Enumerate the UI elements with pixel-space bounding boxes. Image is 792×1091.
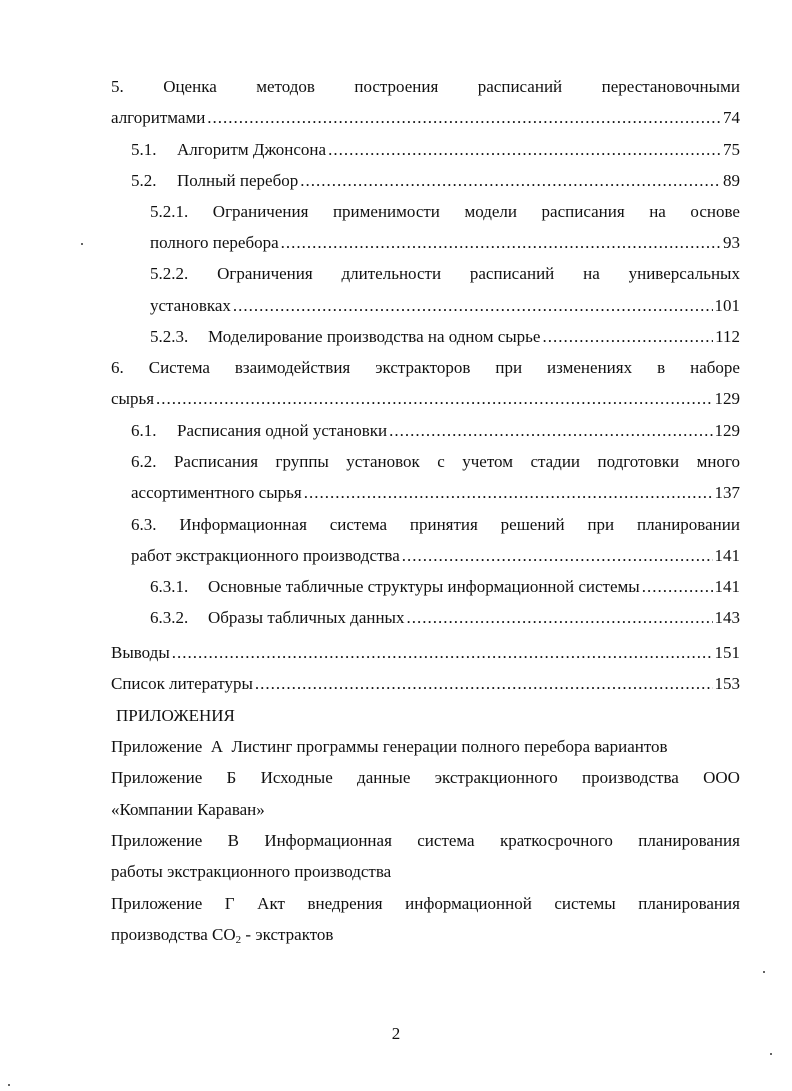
appendix-b-line2: «Компании Караван» xyxy=(111,800,265,819)
scan-speck xyxy=(770,1053,772,1055)
toc-entry-5-2-2-line1: 5.2.2. Ограничения длительности расписаний на универсальных xyxy=(150,264,740,283)
toc-entry-5-1: 5.1. Алгоритм Джонсона ..... 75 xyxy=(131,139,740,161)
toc-entry-6-2-line2: ассортиментного сырья ..... 137 xyxy=(131,482,740,504)
toc-entry-5-number: 5. xyxy=(111,77,124,96)
toc-entry-6-3-line2: работ экстракционного производства ..... 141 xyxy=(131,545,740,567)
toc-entry-5-2-1-line1: 5.2.1. Ограничения применимости модели расписания на основе xyxy=(150,202,740,221)
appendix-v-line2: работы экстракционного производства xyxy=(111,862,392,881)
toc-entry-5-2-3: 5.2.3. Моделирование производства на одном сырье ..... 112 xyxy=(150,326,740,348)
toc-entry-5-line1: 5. Оценка методов построения расписаний перестановочными xyxy=(111,77,740,96)
toc-entry-5-line2: алгоритмами ..... 74 xyxy=(111,107,740,129)
scan-speck xyxy=(8,1084,10,1086)
appendix-g-line2: производства $CO_2$ - экстрактов xyxy=(111,925,334,946)
toc-entry-references: Список литературы ..... 153 xyxy=(111,673,740,695)
appendix-g-line1: Приложение Г Акт внедрения информационной системы планирования xyxy=(111,894,740,913)
scan-speck xyxy=(763,971,765,973)
appendix-b-line1: Приложение Б Исходные данные экстракционного производства ООО xyxy=(111,768,740,787)
toc-entry-6-3-2: 6.3.2. Образы табличных данных ..... 143 xyxy=(150,607,740,629)
page-number: 2 xyxy=(391,1024,401,1043)
toc-entry-5-2-2-line2: установках ..... 101 xyxy=(150,295,740,317)
toc-entry-5-page: 74 xyxy=(723,108,740,127)
toc-entry-6-line2: сырья ..... 129 xyxy=(111,388,740,410)
appendices-heading: ПРИЛОЖЕНИЯ xyxy=(116,706,235,725)
scan-speck xyxy=(81,243,83,245)
toc-entry-conclusions: Выводы ..... 151 xyxy=(111,642,740,664)
toc-entry-5-2: 5.2. Полный перебор ..... 89 xyxy=(131,170,740,192)
toc-entry-6-3-line1: 6.3. Информационная система принятия решений при планировании xyxy=(131,515,740,534)
toc-entry-6-3-1: 6.3.1. Основные табличные структуры информационной системы ..... 141 xyxy=(150,576,740,598)
toc-entry-6-1: 6.1. Расписания одной установки ..... 129 xyxy=(131,420,740,442)
toc-entry-5-2-1-line2: полного перебора ..... 93 xyxy=(150,232,740,254)
appendix-v-line1: Приложение В Информационная система краткосрочного планирования xyxy=(111,831,740,850)
appendix-a: Приложение А Листинг программы генерации полного перебора вариантов xyxy=(111,737,668,756)
toc-entry-6-line1: 6. Система взаимодействия экстракторов при изменениях в наборе xyxy=(111,358,740,377)
toc-entry-6-2-line1: 6.2. Расписания группы установок с учетом стадии подготовки много xyxy=(131,452,740,471)
